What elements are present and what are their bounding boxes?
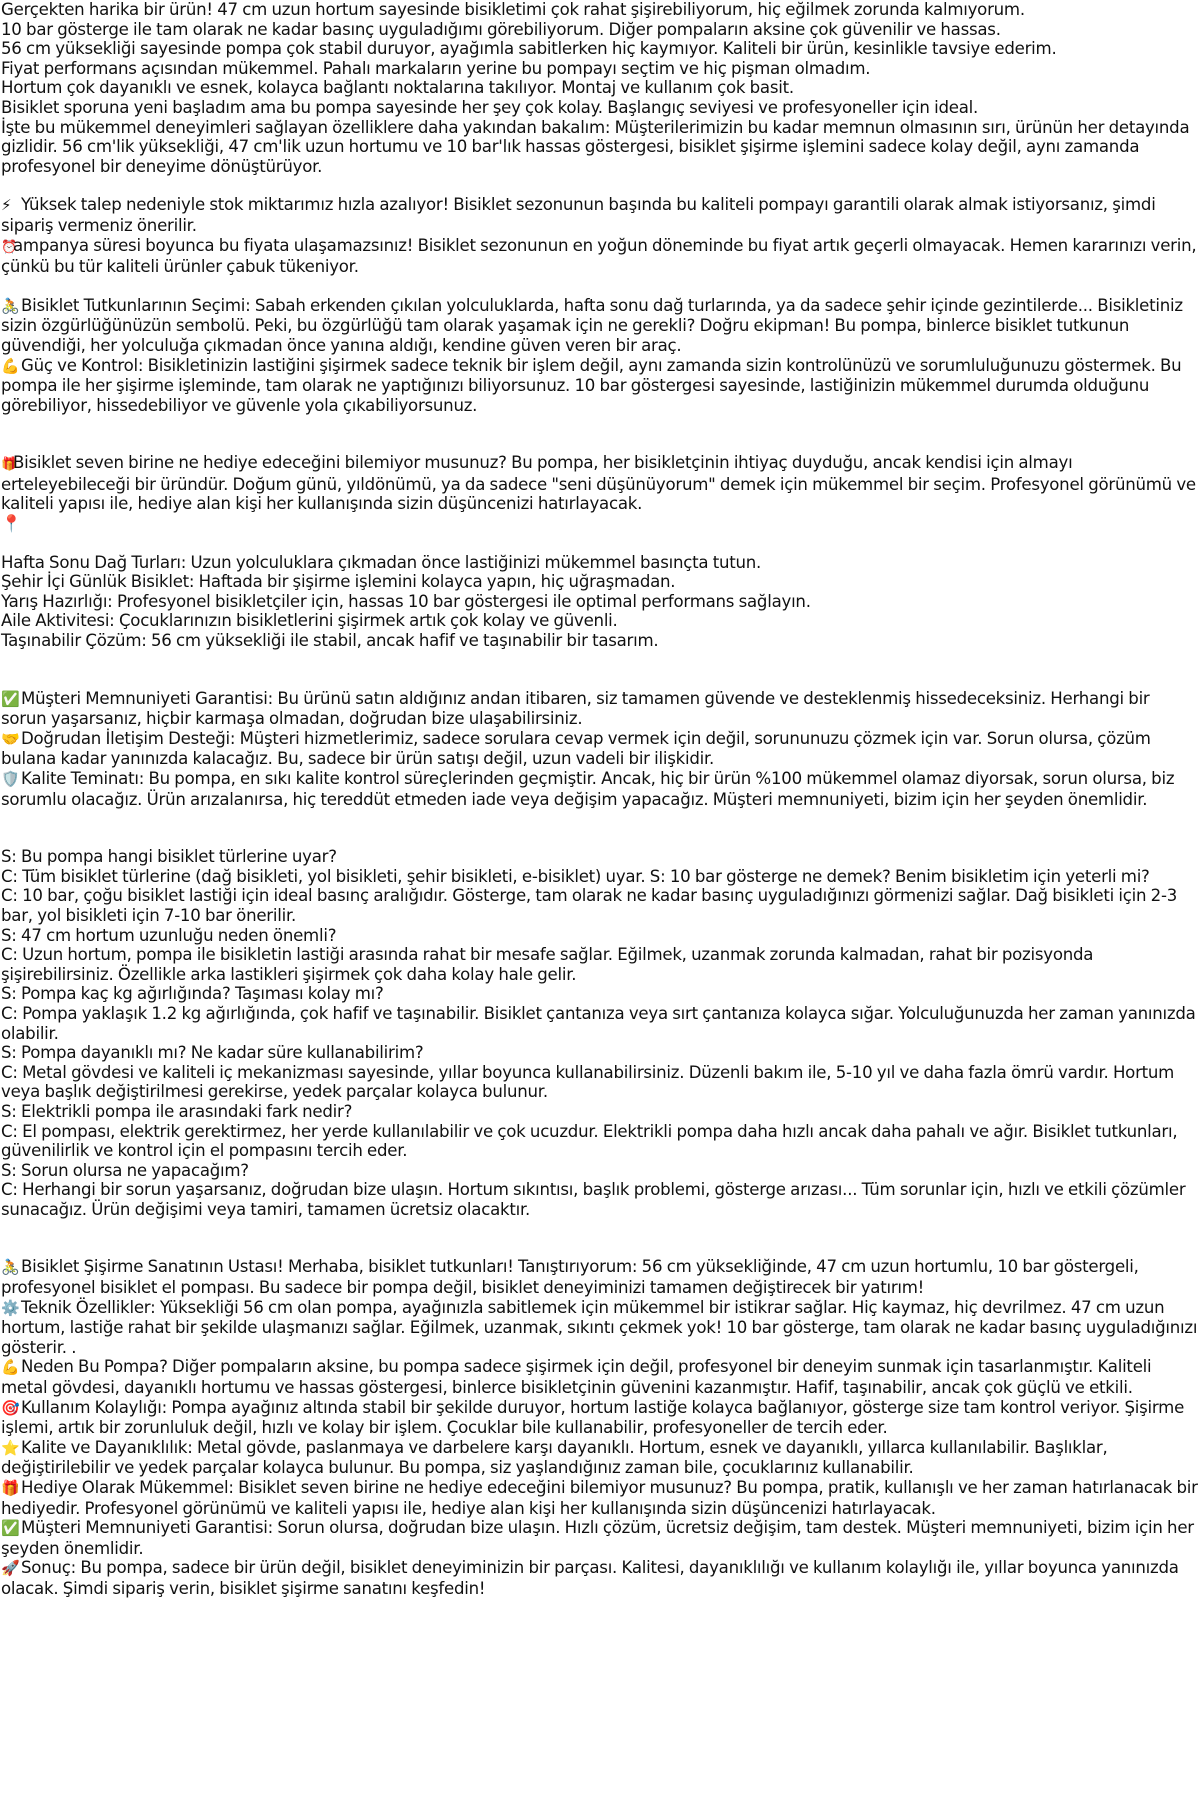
lightning-icon: ⚡ [1,196,12,215]
star-icon: ⭐ [1,1438,20,1457]
faq-line: S: Pompa kaç kg ağırlığında? Taşıması kolay mı? [1,984,384,1004]
urgency-section [1,195,1198,276]
features-intro-text: İşte bu mükemmel deneyimleri sağlayan özelliklere daha yakından bakalım: Müşterilerimizin bu kadar memnun olmasının sırı, ürünün her detayında gizlidir. 56 cm'lik yüksekliği, 47 cm'lik uzun hortumu ve 10 bar'lık hassas göstergesi, bisiklet şişirme işlemini sadece kolay değil, aynı zamanda profesyonel bir deneyime dönüştürüyor. [1,117,1190,176]
use-case-item: Şehir İçi Günlük Bisiklet: Haftada bir şişirme işlemini kolayca yapın, hiç uğraşmadan. [1,572,676,592]
faq-section [1,847,1198,1219]
alarm-clock-icon: ⏰ [1,239,17,255]
description-paragraph [1,1518,1198,1558]
gift-icon: 🎁 [1,1479,20,1497]
review-text: Hortum çok dayanıklı ve esnek, kolayca bağlantı noktalarına takılıyor. Montaj ve kullanım çok basit. [1,78,794,98]
shield-icon: 🛡️ [1,770,20,788]
faq-line: C: El pompası, elektrik gerektirmez, her yerde kullanılabilir ve çok ucuzdur. Elektrikli pompa daha hızlı ancak daha pahalı ve ağır. Bisiklet tutkunları, güvenilirlik ve kontrol için el pompasını tercih eder. [1,1121,1178,1161]
flexed-biceps-icon: 💪 [1,1358,20,1377]
check-mark-icon: ✅ [1,689,20,708]
pin-icon: 📍 [1,514,22,534]
cyclist-choice-text: Bisiklet Tutkunlarının Seçimi: Sabah erkenden çıkılan yolculuklarda, hafta sonu dağ turlarında, ya da sadece şehir içinde gezintilerde... Bisikletiniz sizin özgürlüğünüzün sembolü. Peki, bu özgürlüğü tam olarak yaşamak için ne gerekli? Doğru ekipman! Bu pompa, binlerce bisiklet tutkunun güvendiği, her yolculuğa çıkmadan önce yanına aldığı, kendine güven veren bir araç. [1,295,1183,355]
description-paragraph [1,1357,1198,1397]
gift-paragraph [1,453,1198,514]
flexed-biceps-icon: 💪 [1,356,20,375]
review-text: 56 cm yüksekliği sayesinde pompa çok stabil duruyor, ayağımla sabitlerken hiç kaymıyor. Kaliteli bir ürün, kesinlikle tavsiye ederim. [1,39,1057,59]
reviews-section [1,0,1198,176]
support-paragraph [1,729,1198,769]
rocket-icon: 🚀 [1,1559,20,1578]
description-text: Neden Bu Pompa? Diğer pompaların aksine, bu pompa sadece şişirmek için değil, profesyonel bir deneyim sunmak için tasarlanmıştır. Kaliteli metal gövdesi, dayanıklı hortumu ve hassas göstergesi, binlerce bisikletçinin güvenini kazanmıştır. Hafif, taşınabilir, ancak çok güçlü ve etkili. [1,1357,1152,1398]
review-text: Fiyat performans açısından mükemmel. Pahalı markaların yerine bu pompayı seçtim ve hiç pişman olmadım. [1,58,871,78]
review-text: Gerçekten harika bir ürün! 47 cm uzun hortum sayesinde bisikletimi çok rahat şişirebiliyorum, hiç eğilmek zorunda kalmıyorum. [1,0,1025,19]
faq-line: C: Herhangi bir sorun yaşarsanız, doğrudan bize ulaşın. Hortum sıkıntısı, başlık problemi, gösterge arızası... Tüm sorunlar için, hızlı ve etkili çözümler sunacağız. Ürün değişimi veya tamiri, tamamen ücretsiz olacaktır. [1,1180,1186,1219]
check-mark-icon: ✅ [1,1519,20,1538]
description-paragraph [1,1438,1198,1478]
quality-text: Kalite Teminatı: Bu pompa, en sıkı kalite kontrol süreçlerinden geçmiştir. Ancak, hiç bir ürün %100 mükemmel olamaz diyorsak, sorun olursa, biz sorumlu olacağız. Ürün arızalanırsa, hiç tereddüt etmeden iade veya değişim yapacağız. Müşteri memnuniyeti, bizim için her şeyden önemlidir. [1,769,1175,809]
faq-line: S: Pompa dayanıklı mı? Ne kadar süre kullanabilirim? [1,1043,424,1063]
faq-line: S: 47 cm hortum uzunluğu neden önemli? [1,925,337,945]
use-cases-section [1,553,1198,651]
description-paragraph [1,1398,1198,1438]
cyclist-choice-paragraph [1,296,1198,356]
faq-line: C: Metal gövdesi ve kaliteli iç mekanizması sayesinde, yıllar boyunca kullanabilirsiniz. Düzenli bakım ile, 5-10 yıl ve daha fazla ömrü vardır. Hortum veya başlık değiştirilmesi gerekirse, yedek parçalar kolayca bulunur. [1,1062,1175,1102]
description-section [1,1257,1198,1598]
gear-icon: ⚙️ [1,1298,20,1317]
faq-line: C: Pompa yaklaşık 1.2 kg ağırlığında, çok hafif ve taşınabilir. Bisiklet çantanıza veya sırt çantanıza kolayca sığar. Yolculuğunuzda her zaman yanınızda olabilir. [1,1003,1196,1043]
satisfaction-paragraph [1,689,1198,729]
description-paragraph [1,1257,1198,1297]
description-paragraph [1,1298,1198,1358]
description-paragraph [1,1558,1198,1598]
faq-line: S: Sorun olursa ne yapacağım? [1,1160,249,1180]
satisfaction-text: Müşteri Memnuniyeti Garantisi: Bu ürünü satın aldığınız andan itibaren, siz tamamen güvende ve desteklenmiş hissedeceksiniz. Herhangi bir sorun yaşarsanız, hiçbir karmaşa olmadan, doğrudan bize ulaşabilirsiniz. [1,688,1150,729]
power-control-text: Güç ve Kontrol: Bisikletinizin lastiğini şişirmek sadece teknik bir işlem değil, aynı zamanda sizin kontrolünüzü ve sorumluluğunuzu göstermek. Bu pompa ile her şişirme işleminde, tam olarak ne yaptığınızı biliyorsunuz. 10 bar göstergesi sayesinde, lastiğinizin mükemmel durumda olduğunu görebiliyor, hissedebiliyor ve güvenle yola çıkabiliyorsunuz. [1,355,1182,415]
description-text: Sonuç: Bu pompa, sadece bir ürün değil, bisiklet deneyiminizin bir parçası. Kalitesi, dayanıklılığı ve kullanım kolaylığı ile, yıllar boyunca yanınızda olacak. Şimdi sipariş verin, bisiklet şişirme sanatını keşfedin! [1,1558,1179,1598]
faq-line: S: Elektrikli pompa ile arasındaki fark nedir? [1,1101,353,1121]
description-text: Bisiklet Şişirme Sanatının Ustası! Merhaba, bisiklet tutkunları! Tanıştırıyorum: 56 cm yüksekliğinde, 47 cm uzun hortumlu, 10 bar göstergeli, profesyonel bisiklet el pompası. Bu sadece bir pompa değil, bisiklet deneyiminizi tamamen değiştirecek bir yatırım! [1,1257,1139,1298]
review-text: 10 bar gösterge ile tam olarak ne kadar basınç uyguladığımı görebiliyorum. Diğer pompaların aksine çok güvenilir ve hassas. [1,19,1001,39]
description-text: Müşteri Memnuniyeti Garantisi: Sorun olursa, doğrudan bize ulaşın. Hızlı çözüm, ücretsiz değişim, tam destek. Müşteri memnuniyeti, bizim için her şeyden önemlidir. [1,1518,1194,1558]
description-paragraph [1,1478,1198,1518]
target-icon: 🎯 [1,1398,20,1417]
review-text: Bisiklet sporuna yeni başladım ama bu pompa sayesinde her şey çok kolay. Başlangıç seviyesi ve profesyoneller için ideal. [1,97,979,117]
handshake-icon: 🤝 [1,729,20,748]
guarantee-section [1,689,1198,810]
stock-notice-text: Yüksek talep nedeniyle stok miktarımız hızla azalıyor! Bisiklet sezonunun başında bu kaliteli pompayı garantili olarak almak istiyorsanız, şimdi sipariş vermeniz önerilir. [1,195,1156,235]
lifestyle-section [1,296,1198,416]
campaign-notice [1,236,1198,277]
faq-line: C: Uzun hortum, pompa ile bisikletin lastiği arasında rahat bir mesafe sağlar. Eğilmek, uzanmak zorunda kalmadan, rahat bir pozisyonda şişirebilirsiniz. Özellikle arka lastikleri şişirmek çok daha kolay hale gelir. [1,945,1094,984]
stock-notice [1,195,1198,235]
gift-section [1,453,1198,533]
cyclist-icon: 🚴 [1,1258,20,1277]
cyclist-icon: 🚴 [1,296,20,315]
power-control-paragraph [1,356,1198,416]
faq-line: C: 10 bar, çoğu bisiklet lastiği için ideal basınç aralığıdır. Gösterge, tam olarak ne kadar basınç uyguladığınızı görmenizi sağlar. Dağ bisikleti için 2-3 bar, yol bisikleti için 7-10 bar önerilir. [1,886,1178,925]
description-text: Kullanım Kolaylığı: Pompa ayağınız altında stabil bir şekilde duruyor, hortum lastiğe kolayca bağlanıyor, gösterge size tam kontrol veriyor. Şişirme işlemi, artık bir zorunluluk değil, hızlı ve kolay bir işlem. Çocuklar bile kullanabilir, profesyoneller de tercih eder. [1,1397,1185,1438]
use-case-item: Taşınabilir Çözüm: 56 cm yüksekliği ile stabil, ancak hafif ve taşınabilir bir tasarım. [1,631,659,651]
support-text: Doğrudan İletişim Desteği: Müşteri hizmetlerimiz, sadece sorulara cevap vermek için değil, sorununuzu çözmek için var. Sorun olursa, çözüm bulana kadar yanınızda kalacağız. Bu, sadece bir ürün satışı değil, uzun vadeli bir ilişkidir. [1,728,1151,769]
quality-paragraph [1,769,1198,809]
description-text: Kalite ve Dayanıklılık: Metal gövde, paslanmaya ve darbelere karşı dayanıklı. Hortum, esnek ve dayanıklı, yıllarca kullanılabilir. Başlıklar, değiştirilebilir ve yedek parçalar kolayca bulunur. Bu pompa, siz yaşlandığınız zaman bile, çocuklarınız kullanabilir. [1,1437,1108,1478]
gift-icon: 🎁 [1,457,17,473]
campaign-notice-text: ampanya süresi boyunca bu fiyata ulaşamazsınız! Bisiklet sezonunun en yoğun döneminde bu fiyat artık geçerli olmayacak. Hemen kararınızı verin, çünkü bu tür kaliteli ürünler çabuk tükeniyor. [1,235,1197,277]
faq-line: S: Bu pompa hangi bisiklet türlerine uyar? [1,847,337,867]
use-case-item: Hafta Sonu Dağ Turları: Uzun yolculuklara çıkmadan önce lastiğinizi mükemmel basınçta tutun. [1,552,762,572]
gift-text: Bisiklet seven birine ne hediye edeceğini bilemiyor musunuz? Bu pompa, her bisikletçinin ihtiyaç duyduğu, ancak kendisi için almayı erteleyebileceği bir üründür. Doğum günü, yıldönümü, ya da sadece "seni düşünüyorum" demek için mükemmel bir seçim. Profesyonel görünümü ve kaliteli yapısı ile, hediye alan kişi her kullanışında sizin düşüncenizi hatırlayacak. [1,453,1196,514]
description-text: Teknik Özellikler: Yüksekliği 56 cm olan pompa, ayağınızla sabitlemek için mükemmel bir istikrar sağlar. Hiç kaymaz, hiç devrilmez. 47 cm uzun hortum, lastiğe rahat bir şekilde ulaşmanızı sağlar. Eğilmek, uzanmak, sıkıntı çekmek yok! 10 bar gösterge, tam olarak ne kadar basınç uyguladığınızı gösterir. . [1,1297,1198,1357]
use-case-item: Yarış Hazırlığı: Profesyonel bisikletçiler için, hassas 10 bar göstergesi ile optimal performans sağlayın. [1,591,811,611]
faq-line: C: Tüm bisiklet türlerine (dağ bisikleti, yol bisikleti, şehir bisikleti, e-bisiklet) uyar. S: 10 bar gösterge ne demek? Benim bisikletim için yeterli mi? [1,866,1150,886]
description-text: Hediye Olarak Mükemmel: Bisiklet seven birine ne hediye edeceğini bilemiyor musunuz? Bu pompa, pratik, kullanışlı ve her zaman hatırlanacak bir hediyedir. Profesyonel görünümü ve kaliteli yapısı ile, hediye alan kişi her kullanışında sizin düşüncenizi hatırlayacak. [1,1478,1198,1518]
use-case-item: Aile Aktivitesi: Çocuklarınızın bisikletlerini şişirmek artık çok kolay ve güvenli. [1,611,618,631]
